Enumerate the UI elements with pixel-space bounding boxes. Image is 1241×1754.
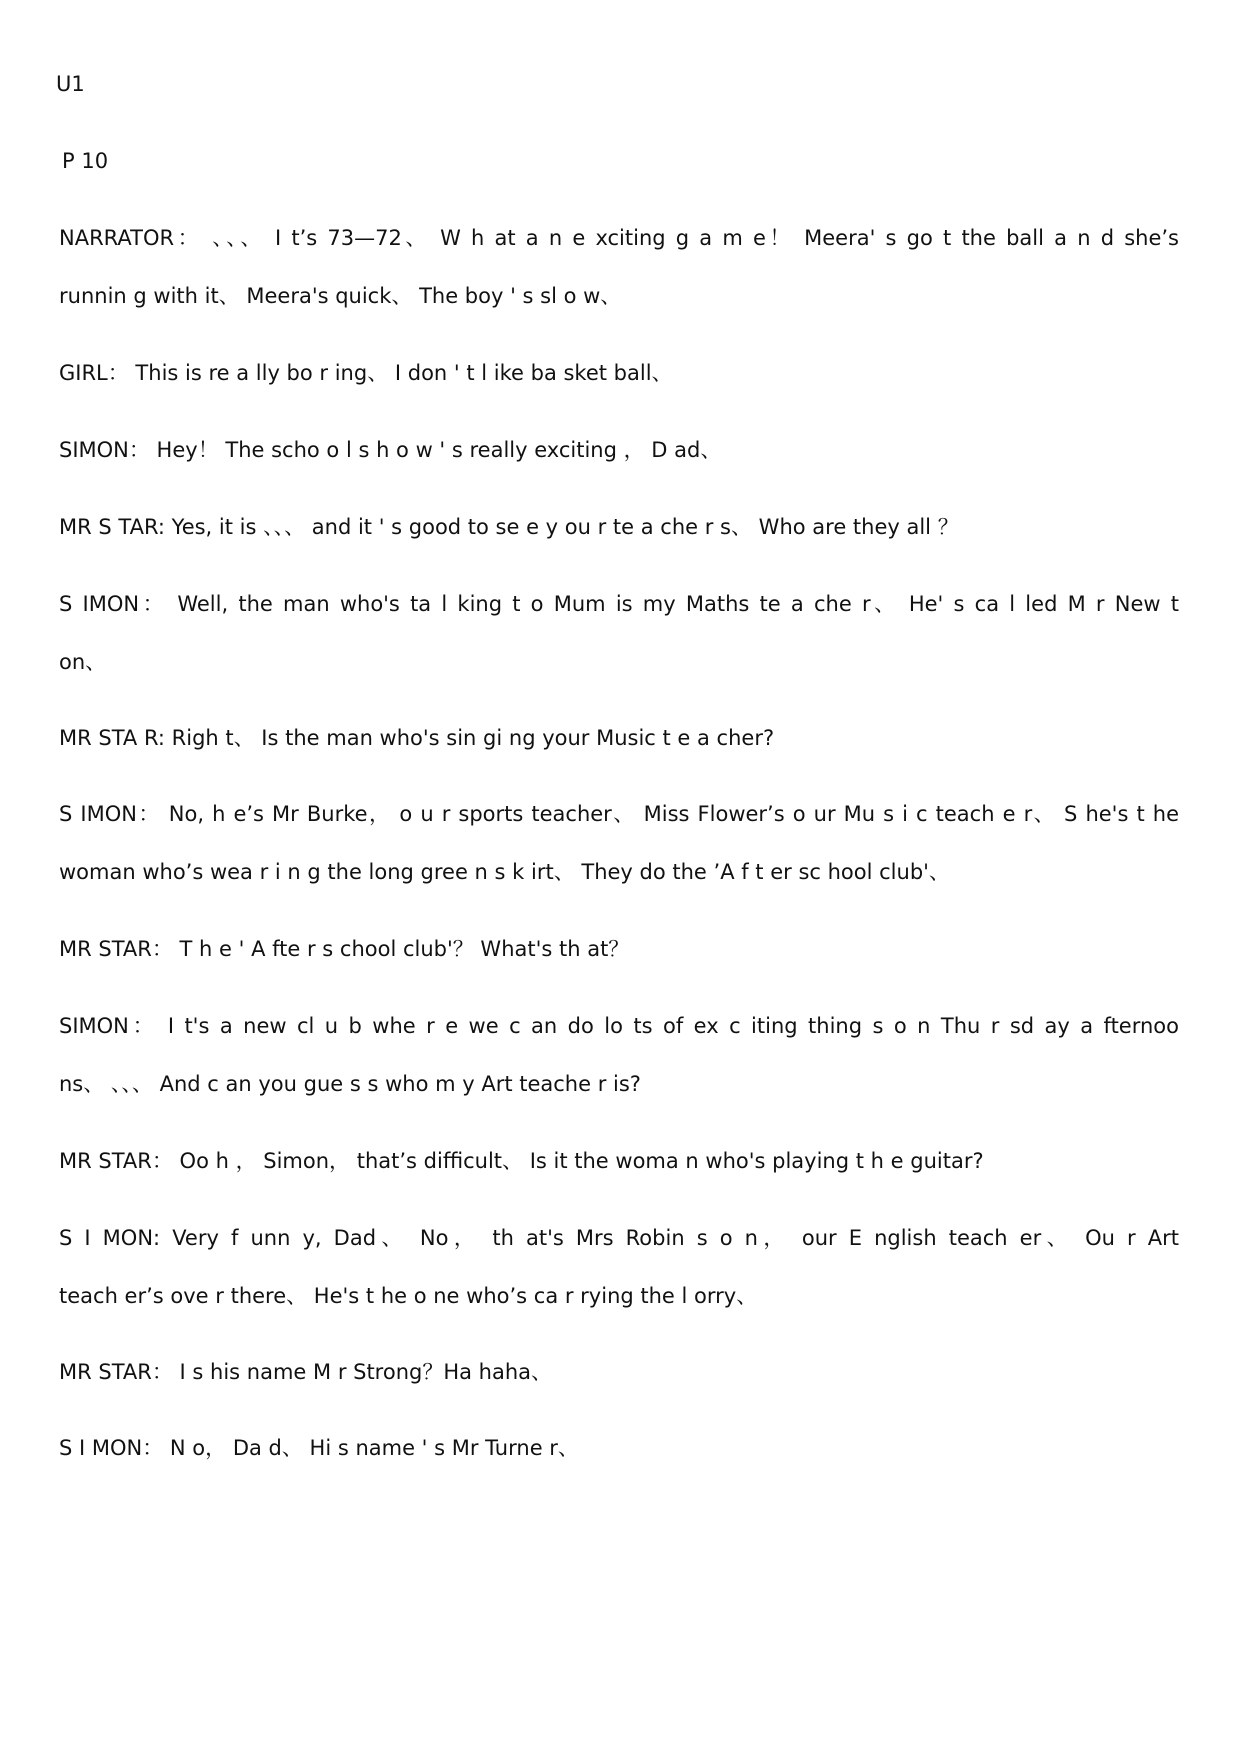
dialogue-line: MR STAR： T h e ' A fte r s chool club'？ What's th at？ <box>59 937 630 961</box>
dialogue-line: woman who’s wea r i n g the long gree n s k irt、 They do the ’A f t er sc hool club'、 <box>59 860 950 884</box>
dialogue-line: S IMON： Well, the man who's ta l king t o Mum is my Maths te a che r、 He' s ca l led M r New t <box>59 592 1179 616</box>
dialogue-line: NARRATOR： 、、、 I t’s 73—72、 W h at a n e xciting g a m e！ Meera' s go t the ball a n d she’s <box>59 226 1179 250</box>
dialogue-line: MR STA R: Righ t、 Is the man who's sin gi ng your Music t e a cher? <box>59 726 775 750</box>
dialogue-line: SIMON： Hey！ The scho o l s h o w ' s really exciting ， D ad、 <box>59 438 722 462</box>
dialogue-line: S IMON： No, h e’s Mr Burke， o u r sports teacher、 Miss Flower’s o ur Mu s i c teach e r、 S he's t he <box>59 802 1179 826</box>
dialogue-line: S I MON： N o， Da d、 Hi s name ' s Mr Turne r、 <box>59 1436 579 1460</box>
dialogue-line: ns、 、、、 And c an you gue s s who m y Art teache r is? <box>59 1072 641 1096</box>
dialogue-line: teach er’s ove r there、 He's t he o ne who’s ca r rying the l orry、 <box>59 1284 758 1308</box>
dialogue-line: on、 <box>59 650 107 674</box>
dialogue-line: MR S TAR: Yes, it is 、、、 and it ' s good to se e y ou r te a che r s、 Who are they all ？ <box>59 515 959 539</box>
dialogue-line: MR STAR： I s his name M r Strong？Ha haha、 <box>59 1360 553 1384</box>
page-number: P 10 <box>62 149 109 173</box>
dialogue-line: MR STAR： Oo h ， Simon， that’s difficult、 Is it the woma n who's playing t h e guitar? <box>59 1149 984 1173</box>
unit-heading: U1 <box>56 72 85 96</box>
dialogue-line: SIMON： I t's a new cl u b whe r e we c an do lo ts of ex c iting thing s o n Thu r sd ay a fternoo <box>59 1014 1179 1038</box>
dialogue-line: GIRL： This is re a lly bo r ing、 I don ' t l ike ba sket ball、 <box>59 361 673 385</box>
dialogue-line: runnin g with it、 Meera's quick、 The boy ' s sl o w、 <box>59 284 622 308</box>
dialogue-line: S I MON: Very f unn y, Dad、 No， th at's Mrs Robin s o n， our E nglish teach er、 Ou r Art <box>59 1226 1179 1250</box>
